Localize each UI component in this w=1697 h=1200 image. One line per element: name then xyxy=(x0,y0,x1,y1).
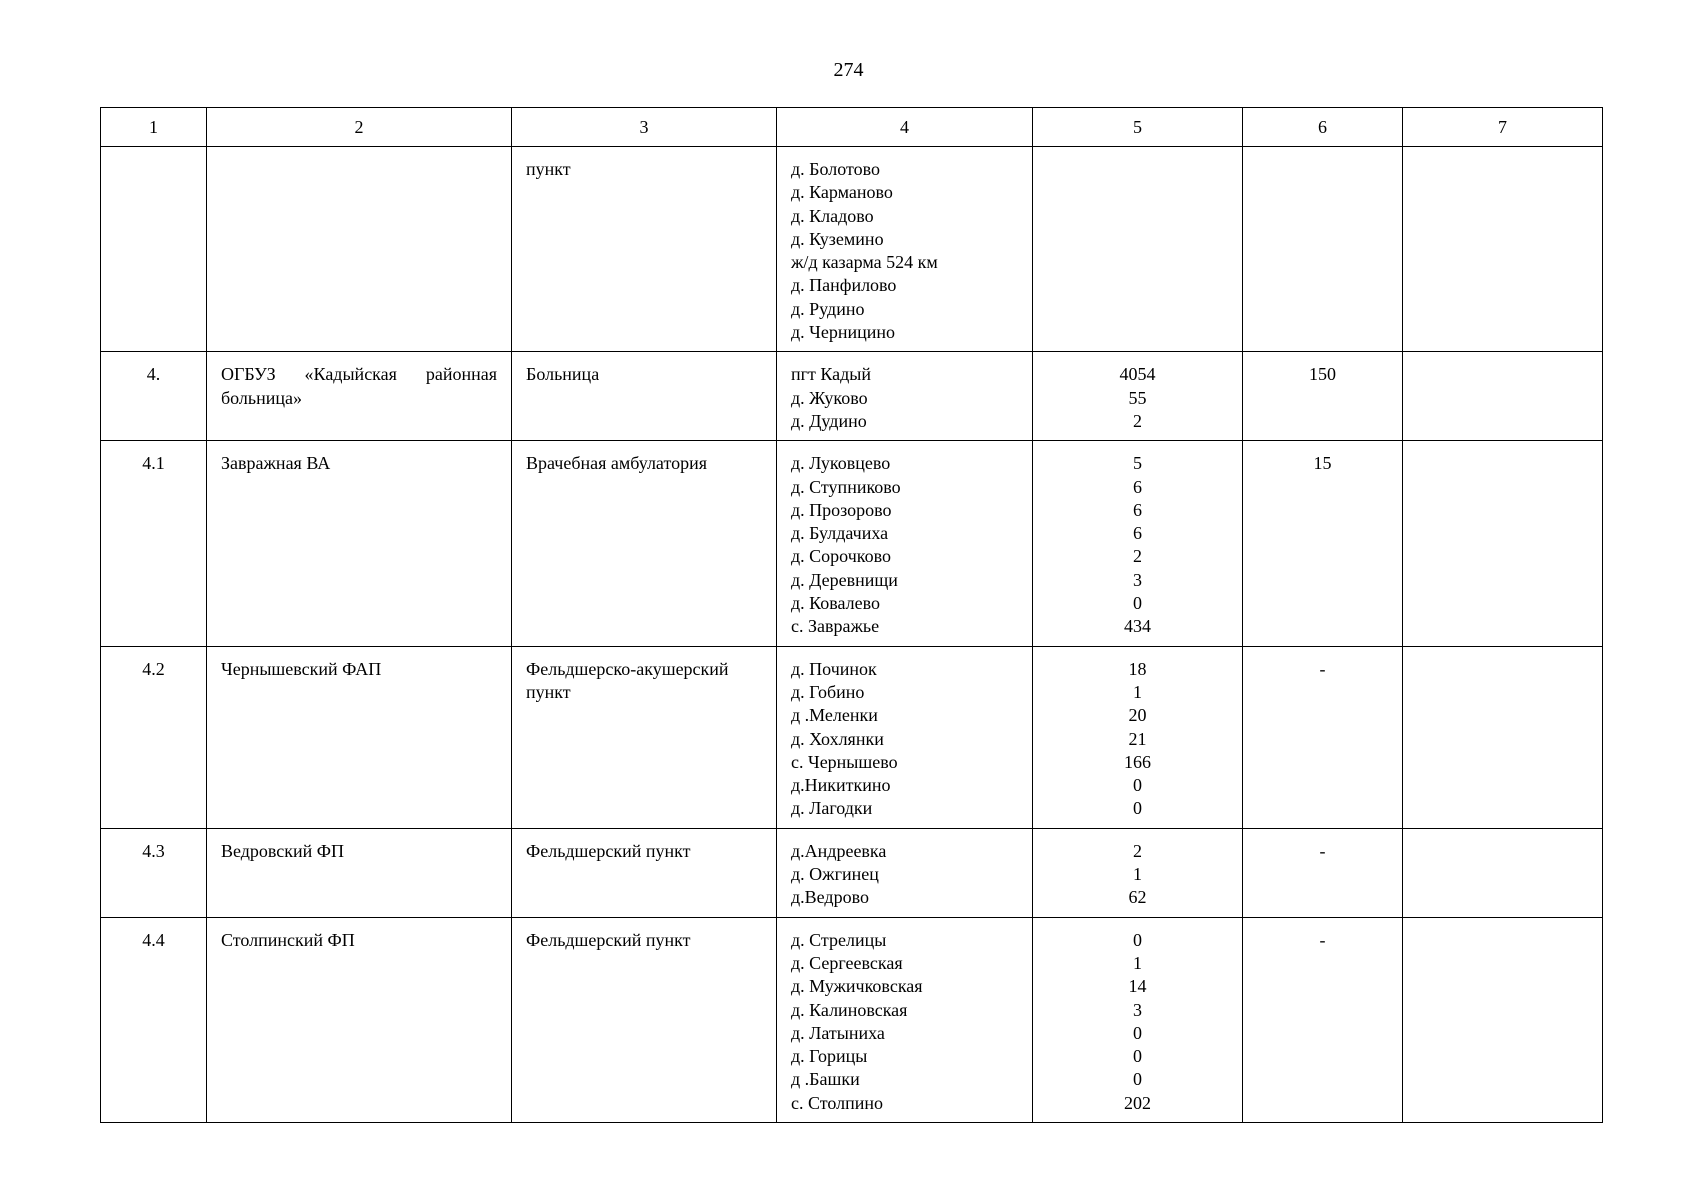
header-col-4: 4 xyxy=(777,108,1033,147)
settlement-name: д. Булдачиха xyxy=(791,523,889,544)
settlement-name: д. Горицы xyxy=(791,1046,868,1067)
beds-cell: 15 xyxy=(1243,441,1403,646)
population-value: 2 xyxy=(1133,546,1142,567)
population-value: 18 xyxy=(1128,658,1147,679)
population-cell xyxy=(1033,352,1243,441)
settlement-name: д .Меленки xyxy=(791,705,878,726)
settlement-name: д. Латыниха xyxy=(791,1022,885,1043)
population-value: 55 xyxy=(1128,387,1147,408)
population-value: 1 xyxy=(1133,681,1142,702)
column-7-cell xyxy=(1403,352,1603,441)
settlement-name: д. Гобино xyxy=(791,681,865,702)
row-number-cell: 4.2 xyxy=(101,646,207,828)
facility-type-cell: Фельдшерский пункт xyxy=(512,828,777,917)
settlement-name: д. Починок xyxy=(791,658,877,679)
settlement-name: д. Болотово xyxy=(791,159,881,179)
population-value: 5 xyxy=(1133,453,1142,474)
settlement-name: д. Ожгинец xyxy=(791,864,879,885)
beds-cell: - xyxy=(1243,828,1403,917)
population-value: 6 xyxy=(1133,523,1142,544)
settlement-name: д. Панфилово xyxy=(791,275,897,296)
population-value: 0 xyxy=(1133,1069,1142,1090)
settlement-name: д. Черницино xyxy=(791,322,896,343)
settlement-name: д. Прозорово xyxy=(791,499,892,520)
population-value: 2 xyxy=(1133,410,1142,431)
population-value: 20 xyxy=(1128,705,1147,726)
population-value: 14 xyxy=(1128,976,1147,997)
settlements-cell xyxy=(777,917,1033,1122)
population-value: 0 xyxy=(1133,775,1142,796)
population-value: 0 xyxy=(1133,929,1142,950)
header-col-2: 2 xyxy=(207,108,512,147)
population-value: 0 xyxy=(1133,1022,1142,1043)
table-row xyxy=(101,441,1603,646)
table-row xyxy=(101,646,1603,828)
settlement-name: д. Мужичковская xyxy=(791,976,923,997)
table-row xyxy=(101,352,1603,441)
settlement-name: пгт Кадый xyxy=(791,364,872,385)
settlement-name: д. Куземино xyxy=(791,228,884,249)
population-value: 1 xyxy=(1133,952,1142,973)
settlement-name: д.Андреевка xyxy=(791,840,887,861)
settlement-name: с. Столпино xyxy=(791,1092,884,1113)
settlements-cell xyxy=(777,352,1033,441)
column-7-cell xyxy=(1403,147,1603,352)
settlement-name: с. Завражье xyxy=(791,616,880,637)
header-row xyxy=(101,108,1603,147)
facility-type-cell: Фельдшерский пункт xyxy=(512,917,777,1122)
column-7-cell xyxy=(1403,646,1603,828)
table-header xyxy=(101,108,1603,147)
facility-type-cell: Фельдшерско-акушерский пункт xyxy=(512,646,777,828)
header-col-6: 6 xyxy=(1243,108,1403,147)
table-row xyxy=(101,917,1603,1122)
row-number-cell: 4. xyxy=(101,352,207,441)
settlement-name: д. Рудино xyxy=(791,298,865,319)
population-cell xyxy=(1033,147,1243,352)
table-body xyxy=(101,147,1603,1123)
header-col-7: 7 xyxy=(1403,108,1603,147)
header-col-5: 5 xyxy=(1033,108,1243,147)
population-value: 6 xyxy=(1133,476,1142,497)
population-value: 6 xyxy=(1133,499,1142,520)
settlement-name: д. Сорочково xyxy=(791,546,891,567)
settlement-name: д .Башки xyxy=(791,1069,860,1090)
population-value: 434 xyxy=(1124,616,1151,637)
population-value: 2 xyxy=(1133,840,1142,861)
population-value: 3 xyxy=(1133,569,1142,590)
population-value: 3 xyxy=(1133,999,1142,1020)
settlement-name: д. Дудино xyxy=(791,410,867,431)
population-cell xyxy=(1033,441,1243,646)
header-col-1: 1 xyxy=(101,108,207,147)
row-number-cell: 4.3 xyxy=(101,828,207,917)
settlement-name: д. Ступниково xyxy=(791,476,901,497)
settlement-name: д. Деревнищи xyxy=(791,569,898,590)
population-value: 0 xyxy=(1133,1046,1142,1067)
population-cell xyxy=(1033,917,1243,1122)
facility-type-cell: Врачебная амбулатория xyxy=(512,441,777,646)
population-cell xyxy=(1033,828,1243,917)
settlement-name: д. Кладово xyxy=(791,205,874,226)
table-row xyxy=(101,828,1603,917)
settlement-name: д. Луковцево xyxy=(791,453,891,474)
settlement-name: д.Ведрово xyxy=(791,887,869,908)
population-value: 62 xyxy=(1128,887,1147,908)
beds-cell: - xyxy=(1243,646,1403,828)
facilities-table xyxy=(100,107,1603,1123)
settlement-name: д. Ковалево xyxy=(791,593,881,614)
settlement-name: с. Чернышево xyxy=(791,751,898,772)
facility-name-cell: Завражная ВА xyxy=(207,441,512,646)
row-number-cell: 4.1 xyxy=(101,441,207,646)
settlements-cell xyxy=(777,646,1033,828)
settlement-name: д. Лагодки xyxy=(791,798,873,819)
population-value: 0 xyxy=(1133,798,1142,819)
population-value: 202 xyxy=(1124,1092,1151,1113)
column-7-cell xyxy=(1403,828,1603,917)
settlement-name: д. Калиновская xyxy=(791,999,908,1020)
settlement-name: ж/д казарма 524 км xyxy=(791,252,938,273)
settlement-name: д. Жуково xyxy=(791,387,868,408)
settlements-cell xyxy=(777,441,1033,646)
beds-cell xyxy=(1243,147,1403,352)
settlement-name: д. Хохлянки xyxy=(791,728,884,749)
population-value: 4054 xyxy=(1119,364,1156,385)
table-row xyxy=(101,147,1603,352)
settlements-cell xyxy=(777,147,1033,352)
population-value: 166 xyxy=(1124,751,1151,772)
settlement-name: д. Стрелицы xyxy=(791,929,887,950)
facility-name-cell xyxy=(207,147,512,352)
facility-name-cell: Столпинский ФП xyxy=(207,917,512,1122)
beds-cell: 150 xyxy=(1243,352,1403,441)
population-value: 21 xyxy=(1128,728,1147,749)
population-value: 0 xyxy=(1133,593,1142,614)
column-7-cell xyxy=(1403,441,1603,646)
facility-name-cell: Чернышевский ФАП xyxy=(207,646,512,828)
facility-name-cell: ОГБУЗ «Кадыйская районная больница» xyxy=(207,352,512,441)
population-cell xyxy=(1033,646,1243,828)
column-7-cell xyxy=(1403,917,1603,1122)
settlement-name: д. Карманово xyxy=(791,182,893,203)
settlement-name: д.Никиткино xyxy=(791,775,891,796)
facility-type-cell: Больница xyxy=(512,352,777,441)
facility-type-cell: пункт xyxy=(512,147,777,352)
row-number-cell xyxy=(101,147,207,352)
header-col-3: 3 xyxy=(512,108,777,147)
population-value: 1 xyxy=(1133,864,1142,885)
page-number: 274 xyxy=(833,59,864,81)
beds-cell: - xyxy=(1243,917,1403,1122)
facility-name-cell: Ведровский ФП xyxy=(207,828,512,917)
settlement-name: д. Сергеевская xyxy=(791,952,903,973)
row-number-cell: 4.4 xyxy=(101,917,207,1122)
settlements-cell xyxy=(777,828,1033,917)
